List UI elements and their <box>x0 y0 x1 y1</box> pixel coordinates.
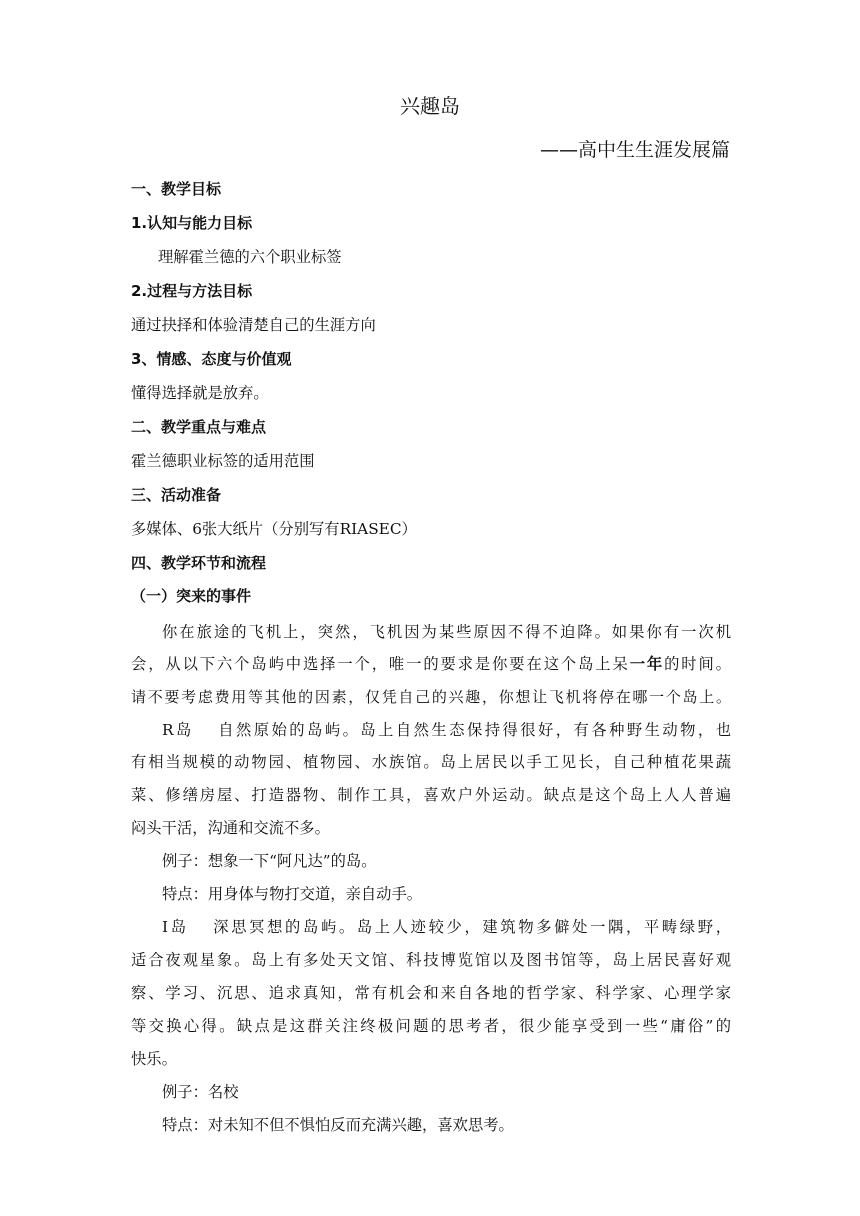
i-island-text-1: 深思冥想的岛屿。岛上人迹较少，建筑物多僻处一隅，平畴绿野， <box>210 918 731 936</box>
r-island-line-2: 有相当规模的动物园、植物园、水族馆。岛上居民以手工见长，自己种植花果蔬 <box>131 753 731 771</box>
heading-sudden-event: （一）突来的事件 <box>131 587 252 605</box>
heading-key-points: 二、教学重点与难点 <box>131 418 267 436</box>
intro-line-2b: 的时间。 <box>664 655 731 673</box>
i-island-line-2: 适合夜观星象。岛上有多处天文馆、科技博览馆以及图书馆等，岛上居民喜好观 <box>131 951 731 969</box>
document-subtitle: ——高中生生涯发展篇 <box>539 139 730 161</box>
text-values-goal: 懂得选择就是放弃。 <box>131 384 269 402</box>
heading-preparation: 三、活动准备 <box>131 486 222 504</box>
text-key-points: 霍兰德职业标签的适用范围 <box>131 452 315 470</box>
intro-line-2a: 会，从以下六个岛屿中选择一个，唯一的要求是你要在这个岛上呆 <box>131 655 630 673</box>
text-cognitive-goal: 理解霍兰德的六个职业标签 <box>158 248 342 266</box>
intro-line-1: 你在旅途的飞机上，突然，飞机因为某些原因不得不迫降。如果你有一次机 <box>162 623 731 641</box>
i-island-example: 例子：名校 <box>162 1083 239 1101</box>
r-island-feature: 特点：用身体与物打交道，亲自动手。 <box>162 885 423 903</box>
intro-line-3: 请不要考虑费用等其他的因素，仅凭自己的兴趣，你想让飞机将停在哪一个岛上。 <box>131 688 731 706</box>
r-island-text-1: 自然原始的岛屿。岛上自然生态保持得很好，有各种野生动物，也 <box>215 721 731 739</box>
heading-process: 四、教学环节和流程 <box>131 554 267 572</box>
intro-line-2 <box>131 653 731 675</box>
text-process-goal: 通过抉择和体验清楚自己的生涯方向 <box>131 316 376 334</box>
r-island-label: R岛 <box>162 721 194 739</box>
heading-values-goal: 3、情感、态度与价值观 <box>131 350 292 368</box>
i-island-label: I岛 <box>162 918 189 936</box>
heading-teaching-goals: 一、教学目标 <box>131 180 222 198</box>
r-island-line-3: 菜、修缮房屋、打造器物、制作工具，喜欢户外运动。缺点是这个岛上人人普遍 <box>131 786 731 804</box>
i-island-feature: 特点：对未知不但不惧怕反而充满兴趣，喜欢思考。 <box>162 1116 514 1134</box>
intro-bold-year: 一年 <box>629 655 665 673</box>
i-island-line-1 <box>162 916 731 938</box>
r-island-example: 例子：想象一下“阿凡达”的岛。 <box>162 852 377 870</box>
heading-cognitive-goal: 1.认知与能力目标 <box>131 214 253 232</box>
i-island-line-4: 等交换心得。缺点是这群关注终极问题的思考者，很少能享受到一些“庸俗”的 <box>131 1017 731 1035</box>
r-island-line-4: 闷头干活，沟通和交流不多。 <box>131 819 330 837</box>
heading-process-goal: 2.过程与方法目标 <box>131 282 253 300</box>
document-title: 兴趣岛 <box>400 94 460 118</box>
r-island-line-1 <box>162 719 731 741</box>
text-preparation: 多媒体、6张大纸片（分别写有RIASEC） <box>131 520 417 538</box>
i-island-line-5: 快乐。 <box>131 1050 177 1068</box>
i-island-line-3: 察、学习、沉思、追求真知，常有机会和来自各地的哲学家、科学家、心理学家 <box>131 984 731 1002</box>
